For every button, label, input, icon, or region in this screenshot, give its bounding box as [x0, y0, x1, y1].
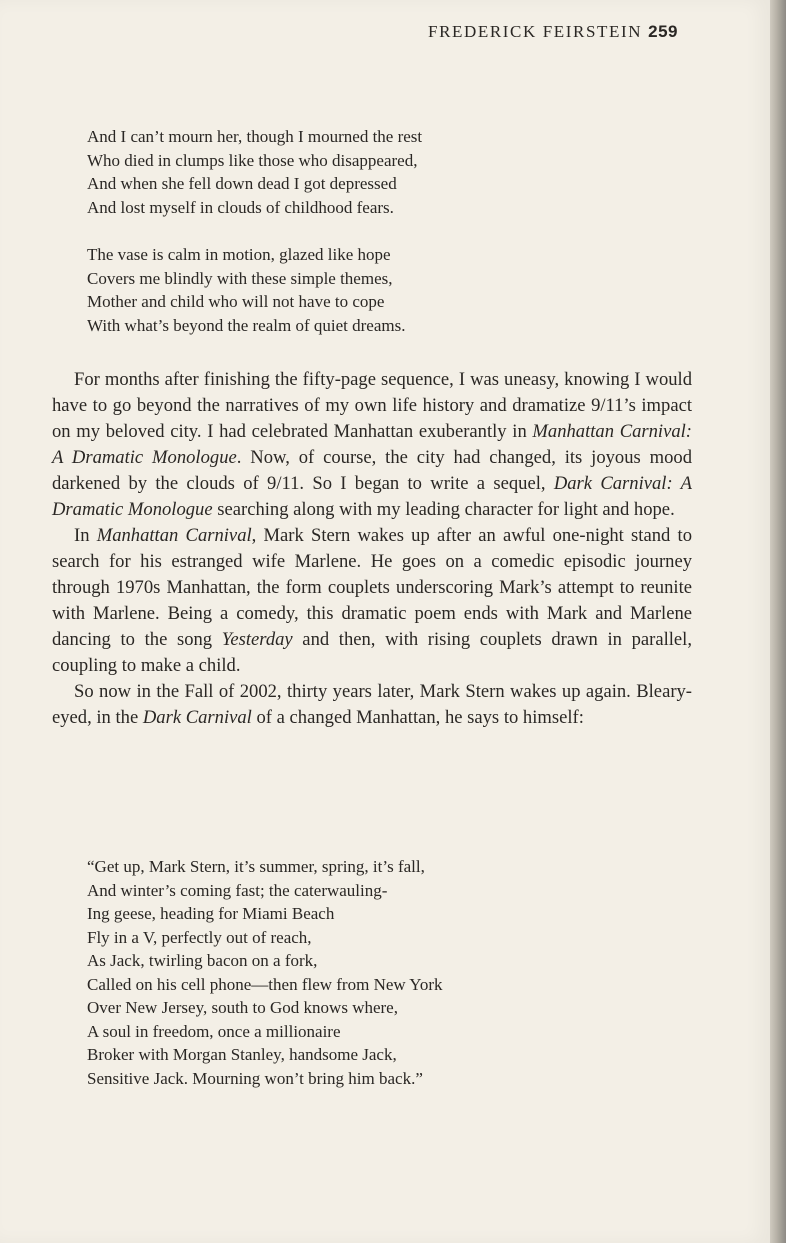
text-run: , Mark Stern wakes up after an awful one-night stand to search for his estranged wife Marlene. He goes on a comedic episodic journey through 1970s Manhattan, the form couplets underscoring Mark’s attempt to reunite with Marlene. Being a comedy, this dramatic poem ends with Mark and Marlene dancing to the song — [52, 525, 692, 650]
book-title: Manhattan Carnival: A Dramatic Monologue — [52, 421, 692, 468]
text-run: In — [74, 525, 97, 546]
text-run: For months after finishing the fifty-page sequence, I was uneasy, knowing I would have to go beyond the narratives of my own life history and dramatize 9/11’s impact on my beloved city. I had celebrated Manhattan exuberantly in — [52, 369, 692, 442]
text-run: searching along with my leading character for light and hope. — [212, 499, 675, 520]
text-run: and then, with rising couplets drawn in parallel, coupling to make a child. — [52, 629, 692, 676]
poem-line: And winter’s coming fast; the caterwauling- — [87, 880, 388, 900]
poem-line: Who died in clumps like those who disappeared, — [87, 150, 418, 170]
poem-line: With what’s beyond the realm of quiet dreams. — [87, 315, 406, 335]
poem-line: Broker with Morgan Stanley, handsome Jack, — [87, 1045, 397, 1064]
text-run: . Now, of course, the city had changed, its joyous mood darkened by the clouds of 9/11. So I began to write a sequel, — [52, 447, 692, 494]
poem-line: And when she fell down dead I got depressed — [87, 174, 397, 193]
paragraph — [52, 367, 692, 523]
poem-line: As Jack, twirling bacon on a fork, — [87, 951, 318, 970]
poem-line: And I can’t mourn her, though I mourned the rest — [87, 127, 423, 146]
paragraph — [52, 679, 692, 731]
running-header — [428, 22, 678, 42]
poem-line: A soul in freedom, once a millionaire — [87, 1021, 341, 1041]
poem-stanza-2 — [87, 243, 405, 337]
poem-line: The vase is calm in motion, glazed like hope — [87, 245, 391, 264]
poem-stanza-1 — [87, 125, 422, 219]
book-title: Dark Carnival — [142, 707, 252, 728]
poem-line: And lost myself in clouds of childhood fears. — [87, 197, 394, 217]
prose-block — [52, 367, 692, 731]
book-title: Dark Carnival: A Dramatic Monologue — [52, 473, 692, 520]
poem-line: Ing geese, heading for Miami Beach — [87, 904, 335, 923]
book-title: Manhattan Carnival — [96, 525, 252, 546]
paragraph — [52, 523, 692, 679]
poem-line: Sensitive Jack. Mourning won’t bring him back.” — [87, 1068, 423, 1088]
poem-line: Mother and child who will not have to cope — [87, 292, 385, 311]
poem-line: Fly in a V, perfectly out of reach, — [87, 927, 312, 947]
page-edge-shadow — [770, 0, 786, 1243]
poem-line: “Get up, Mark Stern, it’s summer, spring, it’s fall, — [87, 857, 425, 876]
poem-stanza-3 — [87, 855, 443, 1090]
poem-line: Covers me blindly with these simple themes, — [87, 268, 393, 288]
page-number: 259 — [648, 22, 678, 41]
text-run: of a changed Manhattan, he says to himself: — [251, 707, 584, 728]
running-head-title: FREDERICK FEIRSTEIN — [428, 22, 643, 41]
text-run: So now in the Fall of 2002, thirty years later, Mark Stern wakes up again. Bleary-eyed, in the — [52, 681, 692, 728]
poem-line: Called on his cell phone—then flew from New York — [87, 974, 443, 994]
poem-line: Over New Jersey, south to God knows where, — [87, 998, 398, 1017]
song-title: Yesterday — [221, 629, 293, 650]
